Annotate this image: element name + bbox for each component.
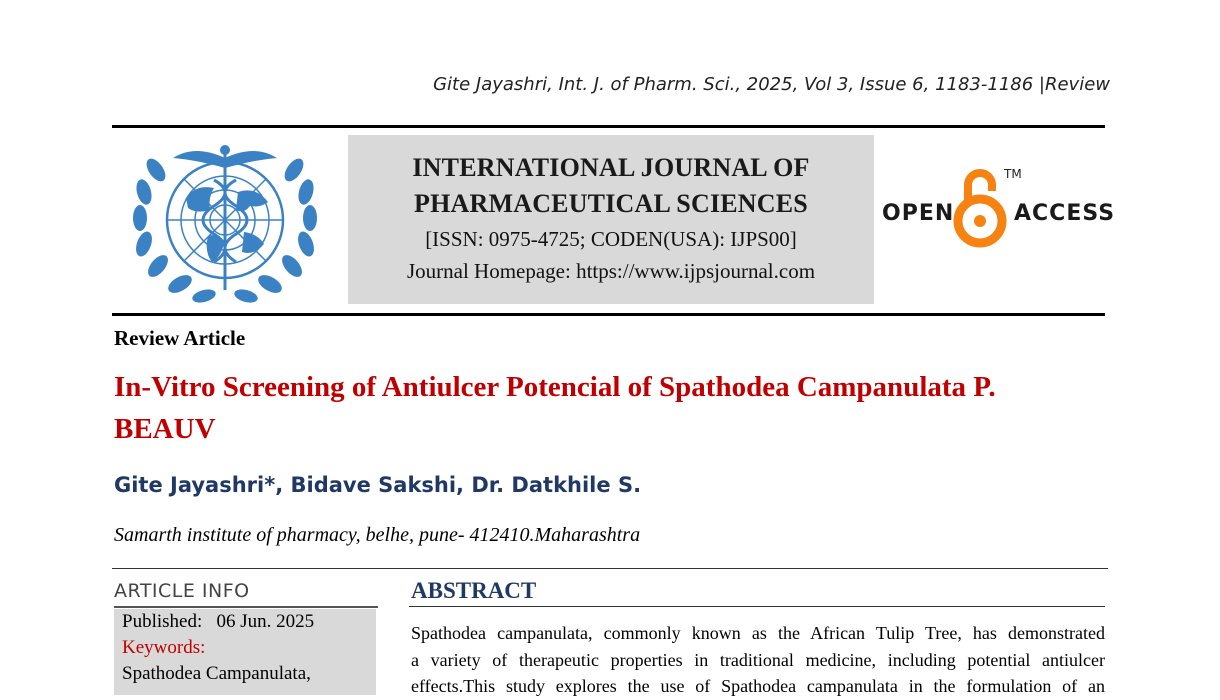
open-access-trademark: TM [1004, 167, 1022, 181]
open-access-word-access: ACCESS [1014, 201, 1116, 226]
abstract-body [411, 620, 1105, 700]
keywords-value: Spathodea Campanulata, [122, 663, 311, 684]
top-rule [112, 125, 1105, 128]
article-info-published [122, 611, 314, 633]
section-divider [112, 568, 1108, 569]
journal-issn: [ISSN: 0975-4725; CODEN(USA): IJPS00] [425, 227, 797, 251]
abstract-underline [409, 606, 1105, 607]
journal-name [348, 150, 874, 222]
abstract-line: effects.This study explores the use of Spathodea campanulata in the formulation of an [411, 676, 1105, 696]
article-title [114, 366, 1114, 450]
journal-emblem-icon [126, 140, 324, 306]
abstract-heading: ABSTRACT [411, 578, 537, 603]
article-title-line1: In-Vitro Screening of Antiulcer Potencial of Spathodea Campanulata P. [114, 371, 996, 403]
abstract-line: Spathodea campanulata, commonly known as the African Tulip Tree, has demonstrated [411, 623, 1105, 643]
article-info-underline [114, 606, 378, 608]
running-header: Gite Jayashri, Int. J. of Pharm. Sci., 2025, Vol 3, Issue 6, 1183-1186 |Review [433, 74, 1110, 95]
open-access-logo [880, 165, 1116, 255]
open-access-lock-icon [952, 165, 1008, 251]
article-info-heading: ARTICLE INFO [114, 580, 250, 602]
journal-masthead [348, 135, 874, 304]
article-authors: Gite Jayashri*, Bidave Sakshi, Dr. Datkhile S. [114, 473, 642, 497]
journal-name-line1: INTERNATIONAL JOURNAL OF [412, 153, 810, 182]
masthead-bottom-rule [112, 313, 1105, 316]
journal-homepage: Journal Homepage: https://www.ijpsjournal.com [406, 259, 816, 283]
article-type: Review Article [114, 326, 246, 350]
article-title-line2: BEAUV [114, 413, 216, 445]
open-access-word-open: OPEN [882, 201, 955, 226]
keywords-label: Keywords: [122, 637, 206, 658]
abstract-line: a variety of therapeutic properties in traditional medicine, including potential antiulcer [411, 649, 1105, 670]
journal-name-line2: PHARMACEUTICAL SCIENCES [414, 189, 808, 218]
published-label: Published: [122, 611, 203, 632]
article-affiliation: Samarth institute of pharmacy, belhe, pune- 412410.Maharashtra [114, 524, 641, 546]
published-date: 06 Jun. 2025 [216, 611, 315, 632]
